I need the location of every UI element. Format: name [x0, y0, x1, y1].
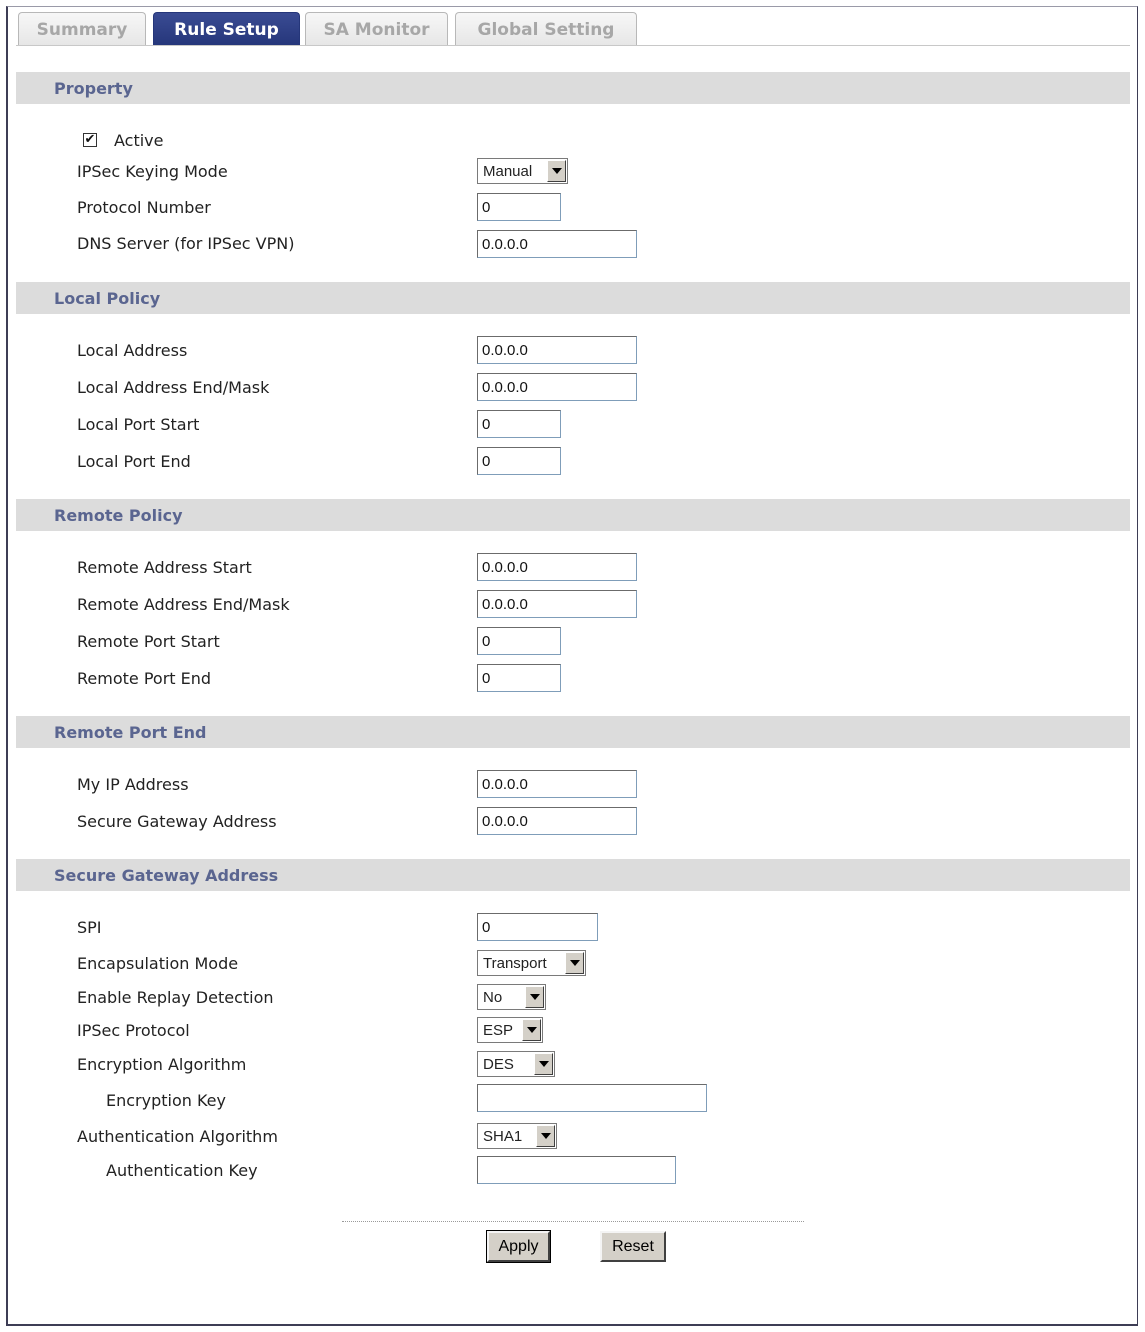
- local-address-input[interactable]: 0.0.0.0: [477, 336, 637, 364]
- remote-address-start-label: Remote Address Start: [77, 558, 252, 577]
- keying-mode-value: Manual: [483, 162, 533, 180]
- authentication-algorithm-value: SHA1: [483, 1127, 523, 1145]
- section-header-remote-policy: Remote Policy: [16, 499, 1130, 531]
- remote-address-start-input[interactable]: 0.0.0.0: [477, 553, 637, 581]
- secure-gateway-address-input[interactable]: 0.0.0.0: [477, 807, 637, 835]
- reset-button[interactable]: Reset: [600, 1231, 666, 1262]
- tab-summary[interactable]: Summary: [18, 12, 146, 46]
- local-port-start-input[interactable]: 0: [477, 410, 561, 438]
- local-address-label: Local Address: [77, 341, 188, 360]
- tab-rule-setup[interactable]: Rule Setup: [153, 12, 300, 46]
- protocol-number-input[interactable]: 0: [477, 193, 561, 221]
- secure-gateway-address-label: Secure Gateway Address: [77, 812, 277, 831]
- spi-label: SPI: [77, 918, 102, 937]
- dropdown-arrow-icon: [565, 952, 584, 974]
- protocol-number-label: Protocol Number: [77, 198, 211, 217]
- ipsec-protocol-select[interactable]: [477, 1017, 543, 1043]
- keying-mode-select[interactable]: [477, 158, 568, 184]
- replay-detection-value: No: [483, 988, 503, 1006]
- checkmark-icon: ✔: [84, 132, 96, 147]
- authentication-algorithm-label: Authentication Algorithm: [77, 1127, 278, 1146]
- encapsulation-mode-label: Encapsulation Mode: [77, 954, 239, 973]
- keying-mode-label: IPSec Keying Mode: [77, 162, 228, 181]
- section-header-local-policy: Local Policy: [16, 282, 1130, 314]
- remote-address-end-input[interactable]: 0.0.0.0: [477, 590, 637, 618]
- replay-detection-label: Enable Replay Detection: [77, 988, 274, 1007]
- remote-address-end-label: Remote Address End/Mask: [77, 595, 290, 614]
- authentication-algorithm-select[interactable]: [477, 1123, 557, 1149]
- encryption-key-input[interactable]: [477, 1084, 707, 1112]
- encapsulation-mode-select[interactable]: [477, 950, 586, 976]
- encryption-algorithm-select[interactable]: [477, 1051, 555, 1077]
- replay-detection-select[interactable]: [477, 984, 546, 1010]
- section-header-manual-key: Secure Gateway Address: [16, 859, 1130, 891]
- local-port-end-input[interactable]: 0: [477, 447, 561, 475]
- section-header-gateway: Remote Port End: [16, 716, 1130, 748]
- authentication-key-input[interactable]: [477, 1156, 676, 1184]
- encryption-key-label: Encryption Key: [106, 1091, 226, 1110]
- spi-input[interactable]: 0: [477, 913, 598, 941]
- my-ip-address-input[interactable]: 0.0.0.0: [477, 770, 637, 798]
- dropdown-arrow-icon: [547, 160, 566, 182]
- section-header-property: Property: [16, 72, 1130, 104]
- ipsec-protocol-label: IPSec Protocol: [77, 1021, 190, 1040]
- active-label: Active: [114, 131, 164, 150]
- remote-port-start-input[interactable]: 0: [477, 627, 561, 655]
- encapsulation-mode-value: Transport: [483, 954, 547, 972]
- local-port-end-label: Local Port End: [77, 452, 191, 471]
- ipsec-protocol-value: ESP: [483, 1021, 514, 1039]
- dropdown-arrow-icon: [534, 1053, 553, 1075]
- my-ip-address-label: My IP Address: [77, 775, 189, 794]
- local-address-end-input[interactable]: 0.0.0.0: [477, 373, 637, 401]
- dropdown-arrow-icon: [525, 986, 544, 1008]
- remote-port-start-label: Remote Port Start: [77, 632, 220, 651]
- authentication-key-label: Authentication Key: [106, 1161, 258, 1180]
- dropdown-arrow-icon: [536, 1125, 555, 1147]
- local-port-start-label: Local Port Start: [77, 415, 200, 434]
- dns-server-label: DNS Server (for IPSec VPN): [77, 234, 295, 253]
- remote-port-end-input[interactable]: 0: [477, 664, 561, 692]
- tab-sa-monitor[interactable]: SA Monitor: [305, 12, 448, 46]
- local-address-end-label: Local Address End/Mask: [77, 378, 270, 397]
- dns-server-input[interactable]: 0.0.0.0: [477, 230, 637, 258]
- encryption-algorithm-value: DES: [483, 1055, 514, 1073]
- active-checkbox[interactable]: [83, 133, 97, 147]
- dropdown-arrow-icon: [522, 1019, 541, 1041]
- remote-port-end-label: Remote Port End: [77, 669, 212, 688]
- tab-global-setting[interactable]: Global Setting: [455, 12, 637, 46]
- apply-button[interactable]: Apply: [487, 1231, 550, 1262]
- encryption-algorithm-label: Encryption Algorithm: [77, 1055, 247, 1074]
- button-separator: [342, 1221, 804, 1222]
- tab-underline: [16, 45, 1130, 46]
